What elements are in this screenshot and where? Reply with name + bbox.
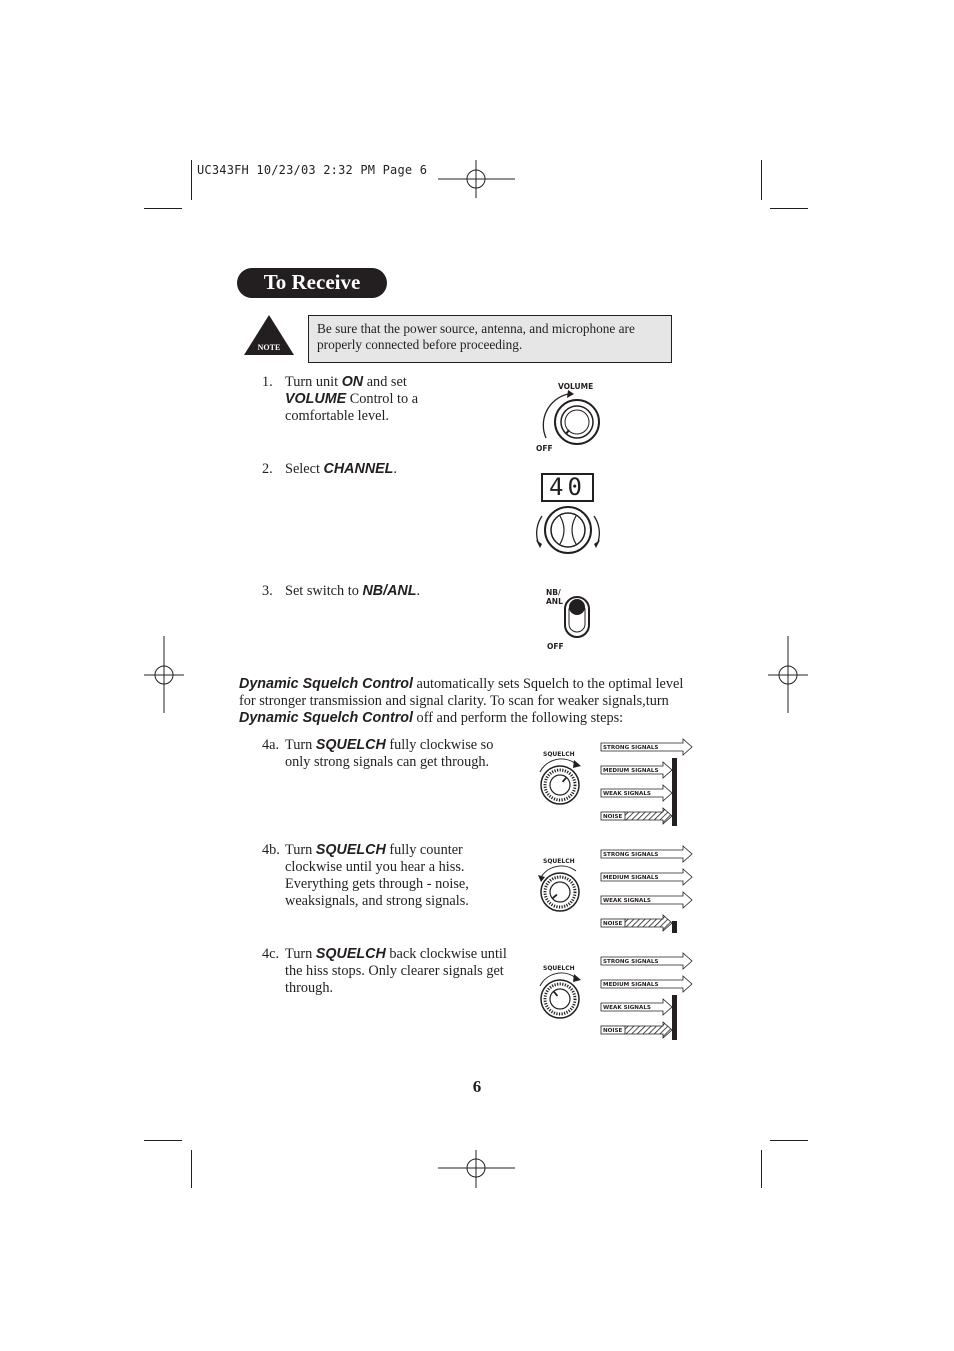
signal-label: MEDIUM SIGNALS: [603, 768, 659, 775]
keyword-squelch-4c: SQUELCH: [315, 946, 386, 962]
signal-arrow-strong: [601, 739, 692, 755]
squelch-threshold-bar: [672, 921, 677, 933]
note-box: [308, 315, 672, 363]
squelch-threshold-bar: [672, 995, 677, 1040]
keyword-dsc-1: Dynamic Squelch Control: [239, 676, 413, 692]
squelch-knob-icon: [541, 766, 579, 804]
step-4a-text: Turn SQUELCH fully clockwise so only strong signals can get through.: [285, 737, 494, 770]
keyword-channel: CHANNEL: [323, 461, 394, 477]
signal-arrow-medium: [601, 762, 672, 778]
squelch-knob-icon: [541, 980, 579, 1018]
signal-arrow-weak: [601, 892, 692, 908]
volume-off-label: OFF: [536, 444, 553, 453]
dsc-paragraph: Dynamic Squelch Control automatically sets Squelch to the optimal level for stronger transmission and signal clarity. To scan for weaker signals,turn Dynamic Squelch Control off and perform the following steps:: [239, 676, 684, 726]
switch-off-label: OFF: [547, 642, 564, 651]
volume-knob-figure: [530, 378, 610, 456]
step-3-number: 3.: [262, 583, 273, 599]
signal-label: STRONG SIGNALS: [603, 959, 659, 966]
signal-arrow-medium: [601, 869, 692, 885]
signal-label: WEAK SIGNALS: [603, 898, 651, 905]
signal-label: WEAK SIGNALS: [603, 1005, 651, 1012]
step-4c-text: Turn SQUELCH back clockwise until the hiss stops. Only clearer signals get through.: [285, 946, 507, 996]
step-4b-number: 4b.: [262, 842, 280, 858]
switch-label-anl: ANL: [546, 597, 563, 606]
signal-label: WEAK SIGNALS: [603, 791, 651, 798]
signal-label: STRONG SIGNALS: [603, 852, 659, 859]
squelch-diagram-4c: [532, 952, 697, 1048]
nb-anl-switch-figure: [540, 585, 600, 653]
signal-arrow-noise: [601, 808, 672, 824]
volume-label: VOLUME: [558, 382, 594, 391]
switch-label-nb: NB/: [546, 588, 561, 597]
channel-display-digits: 40: [549, 473, 586, 501]
signal-arrow-medium: [601, 976, 692, 992]
signal-label: NOISE: [603, 1028, 623, 1035]
section-title-pill: [237, 268, 387, 298]
channel-display: [541, 473, 594, 502]
signal-arrow-weak: [601, 999, 672, 1015]
squelch-label: SQUELCH: [543, 965, 575, 972]
squelch-label: SQUELCH: [543, 858, 575, 865]
step-1-text: Turn unit ON and set VOLUME Control to a comfortable level.: [285, 374, 419, 424]
signal-arrow-strong: [601, 846, 692, 862]
keyword-nb-anl: NB/ANL: [362, 583, 417, 599]
squelch-label: SQUELCH: [543, 751, 575, 758]
step-1-number: 1.: [262, 374, 273, 390]
print-slug: UC343FH 10/23/03 2:32 PM Page 6: [197, 163, 428, 177]
note-warning-icon: [243, 314, 295, 356]
signal-label: NOISE: [603, 921, 623, 928]
note-text: Be sure that the power source, antenna, and microphone are properly connected before proceeding.: [317, 321, 635, 352]
step-4c-number: 4c.: [262, 946, 280, 962]
step-4a-number: 4a.: [262, 737, 280, 753]
signal-label: STRONG SIGNALS: [603, 745, 659, 752]
signal-label: MEDIUM SIGNALS: [603, 875, 659, 882]
squelch-diagram-4b: [532, 845, 697, 941]
signal-arrow-weak: [601, 785, 672, 801]
keyword-on: ON: [341, 374, 364, 390]
step-2-text: Select CHANNEL.: [285, 461, 397, 477]
step-4b-text: Turn SQUELCH fully counter clockwise until you hear a hiss. Everything gets through - noise, weaksignals, and strong signals.: [285, 842, 469, 909]
squelch-knob-icon: [541, 873, 579, 911]
keyword-squelch-4a: SQUELCH: [315, 737, 386, 753]
note-icon-label: NOTE: [257, 343, 281, 352]
signal-label: NOISE: [603, 814, 623, 821]
switch-toggle: [569, 599, 585, 615]
step-2-number: 2.: [262, 461, 273, 477]
signal-label: MEDIUM SIGNALS: [603, 982, 659, 989]
channel-knob-icon: [532, 502, 604, 558]
signal-arrow-noise: [601, 1022, 672, 1038]
squelch-diagram-4a: [532, 738, 697, 834]
squelch-threshold-bar: [672, 758, 677, 826]
keyword-squelch-4b: SQUELCH: [315, 842, 386, 858]
keyword-dsc-2: Dynamic Squelch Control: [239, 710, 413, 726]
page-number: 6: [472, 1077, 482, 1096]
section-title: To Receive: [263, 270, 361, 294]
signal-arrow-strong: [601, 953, 692, 969]
signal-arrow-noise: [601, 915, 672, 931]
step-3-text: Set switch to NB/ANL.: [285, 583, 421, 599]
keyword-volume: VOLUME: [285, 391, 347, 407]
